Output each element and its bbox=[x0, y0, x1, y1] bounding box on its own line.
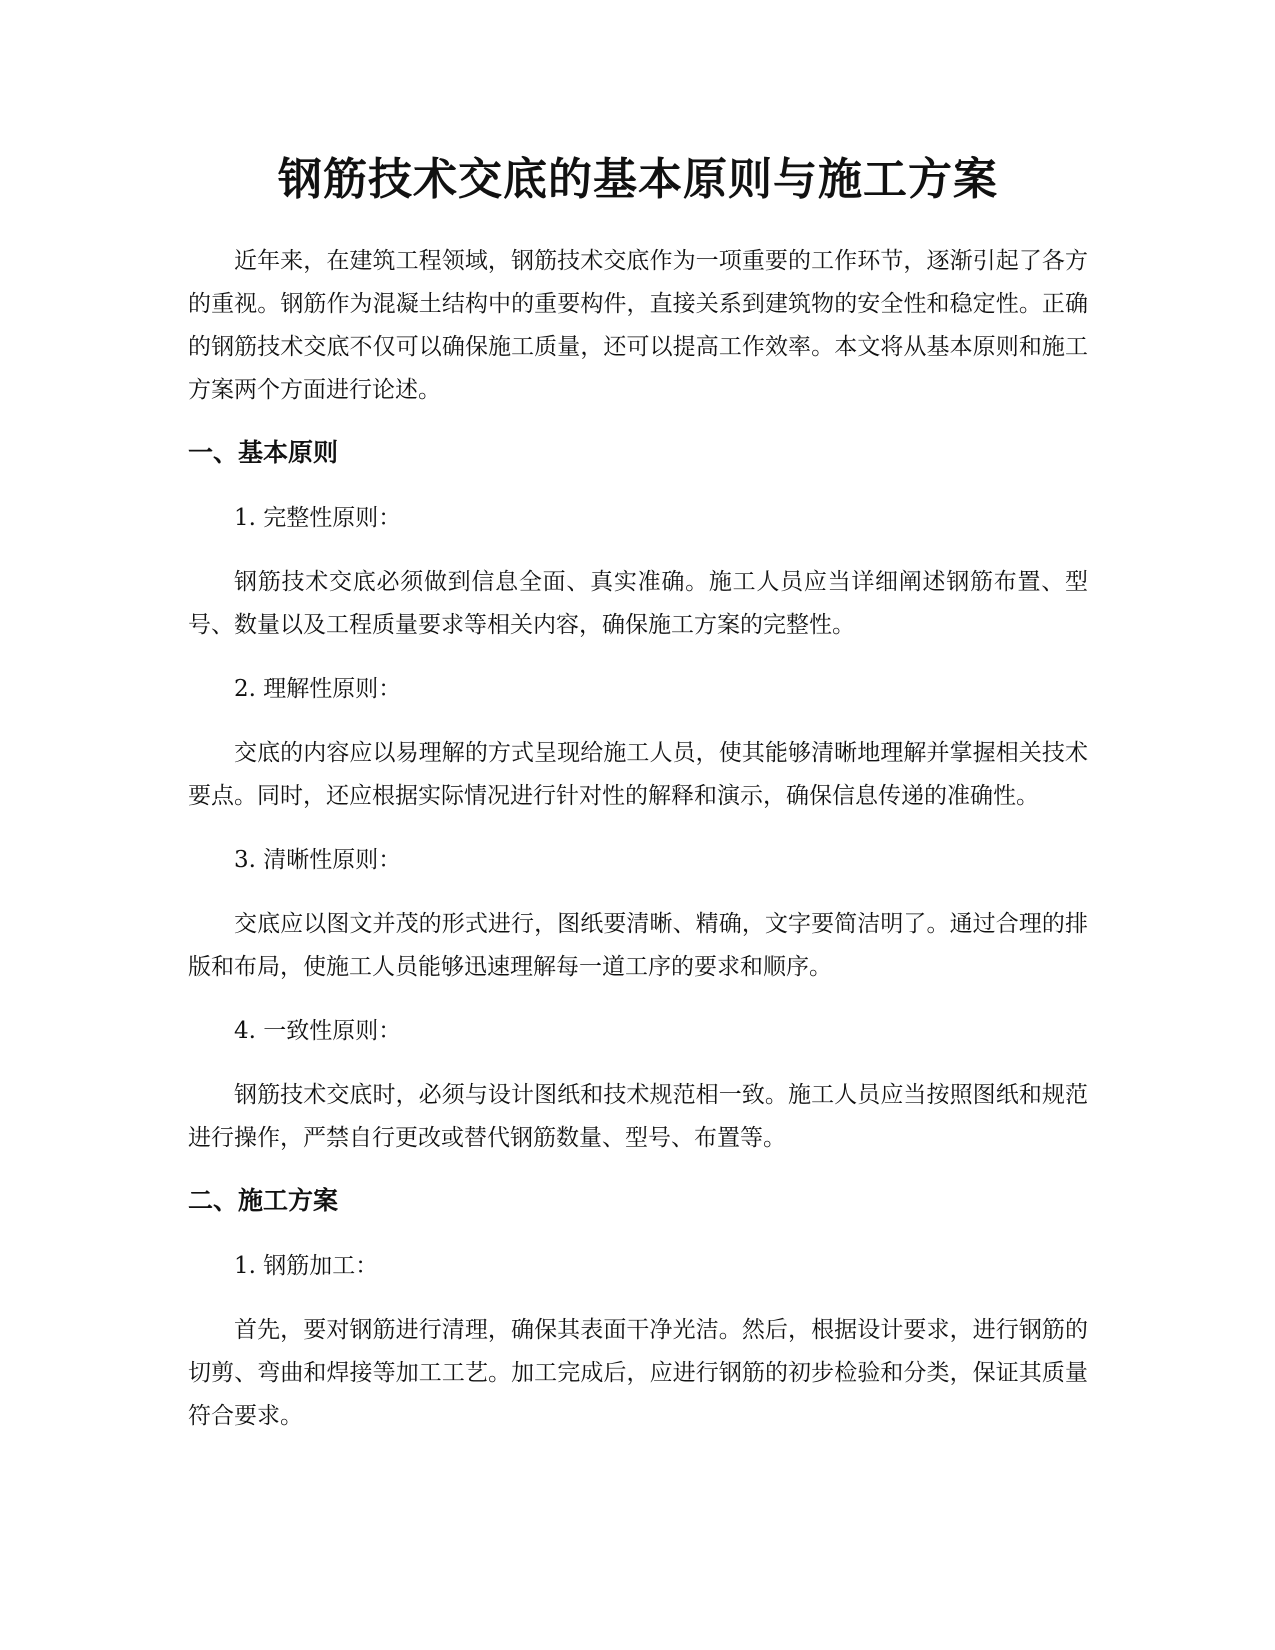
plan-1-text: 首先，要对钢筋进行清理，确保其表面干净光洁。然后，根据设计要求，进行钢筋的切剪、弯曲和焊接等加工工艺。加工完成后，应进行钢筋的初步检验和分类，保证其质量符合要求。 bbox=[188, 1317, 1088, 1429]
section-heading-basic-principles: 一、基本原则 bbox=[188, 438, 339, 467]
principle-3-label: 3. 清晰性原则： bbox=[234, 847, 402, 873]
document-title: 钢筋技术交底的基本原则与施工方案 bbox=[278, 154, 998, 205]
plan-1-label: 1. 钢筋加工： bbox=[234, 1253, 379, 1279]
principle-1-label: 1. 完整性原则： bbox=[234, 505, 402, 531]
principle-2-label: 2. 理解性原则： bbox=[234, 676, 402, 702]
principle-2-text: 交底的内容应以易理解的方式呈现给施工人员，使其能够清晰地理解并掌握相关技术要点。同时，还应根据实际情况进行针对性的解释和演示，确保信息传递的准确性。 bbox=[188, 740, 1088, 809]
principle-4-label: 4. 一致性原则： bbox=[234, 1018, 402, 1044]
section-heading-construction-plan: 二、施工方案 bbox=[188, 1186, 339, 1215]
principle-4-text: 钢筋技术交底时，必须与设计图纸和技术规范相一致。施工人员应当按照图纸和规范进行操作，严禁自行更改或替代钢筋数量、型号、布置等。 bbox=[188, 1082, 1088, 1151]
principle-3-text: 交底应以图文并茂的形式进行，图纸要清晰、精确，文字要简洁明了。通过合理的排版和布局，使施工人员能够迅速理解每一道工序的要求和顺序。 bbox=[188, 911, 1088, 980]
intro-paragraph: 近年来，在建筑工程领域，钢筋技术交底作为一项重要的工作环节，逐渐引起了各方的重视。钢筋作为混凝土结构中的重要构件，直接关系到建筑物的安全性和稳定性。正确的钢筋技术交底不仅可以确保施工质量，还可以提高工作效率。本文将从基本原则和施工方案两个方面进行论述。 bbox=[188, 248, 1088, 403]
document-body bbox=[188, 240, 1088, 1459]
principle-1-text: 钢筋技术交底必须做到信息全面、真实准确。施工人员应当详细阐述钢筋布置、型号、数量以及工程质量要求等相关内容，确保施工方案的完整性。 bbox=[188, 569, 1088, 638]
